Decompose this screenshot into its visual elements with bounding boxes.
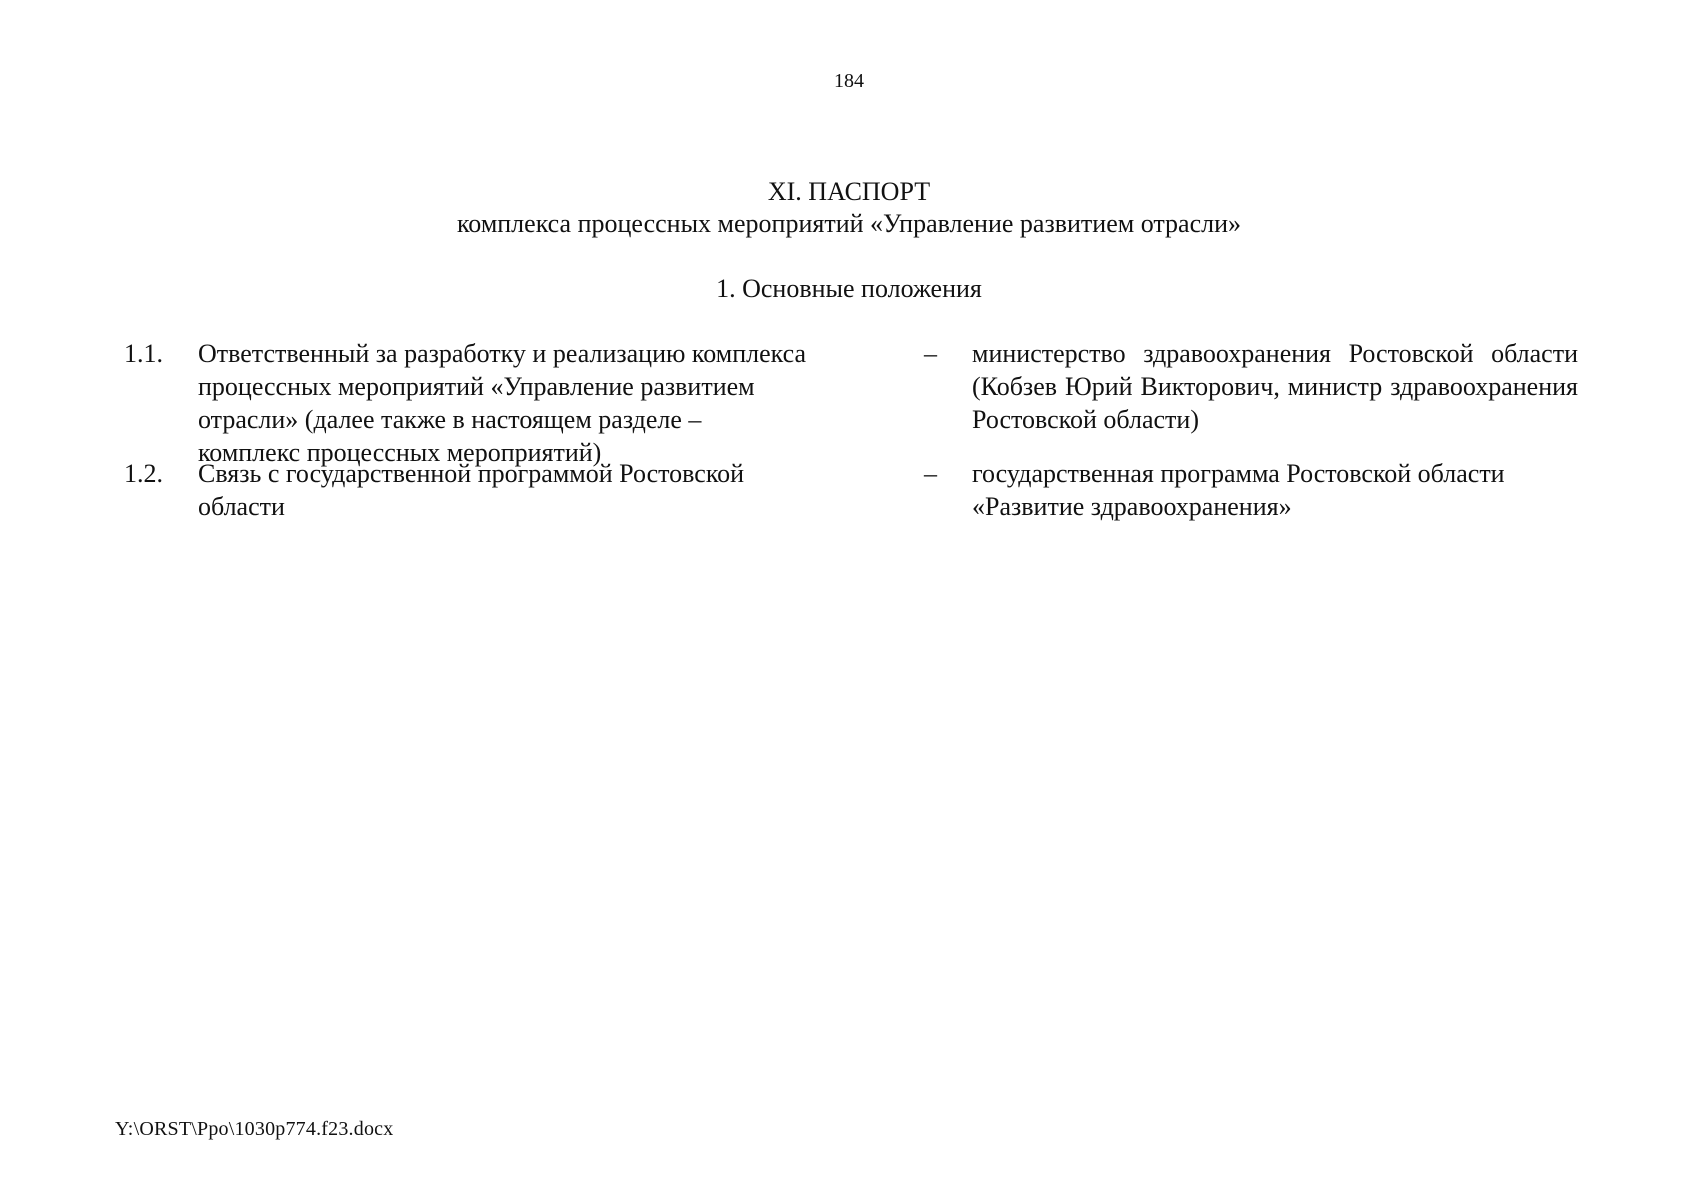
page-number: 184 bbox=[834, 70, 864, 92]
item-value: министерство здравоохранения Ростовской области (Кобзев Юрий Викторович, министр здравоохранения Ростовской области) bbox=[972, 339, 1578, 434]
provision-item bbox=[124, 337, 1578, 467]
item-dash: – bbox=[924, 339, 937, 368]
provision-item bbox=[124, 457, 1578, 523]
document-title: XI. ПАСПОРТ bbox=[767, 177, 931, 206]
footer-file-path: Y:\ORST\Ppo\1030p774.f23.docx bbox=[115, 1118, 394, 1140]
item-value: государственная программа Ростовской области «Развитие здравоохранения» bbox=[972, 459, 1505, 521]
item-label: Связь с государственной программой Ростовской области bbox=[198, 459, 745, 521]
item-number: 1.2. bbox=[124, 459, 163, 488]
section-heading: 1. Основные положения bbox=[716, 274, 982, 303]
item-label: Ответственный за разработку и реализацию комплекса процессных мероприятий «Управление развитием отрасли» (далее также в настоящем разделе – комплекс процессных мероприятий) bbox=[198, 339, 807, 467]
item-dash: – bbox=[924, 459, 937, 488]
item-number: 1.1. bbox=[124, 339, 163, 368]
provisions-list bbox=[124, 337, 1578, 523]
document-subtitle: комплекса процессных мероприятий «Управление развитием отрасли» bbox=[457, 209, 1241, 238]
